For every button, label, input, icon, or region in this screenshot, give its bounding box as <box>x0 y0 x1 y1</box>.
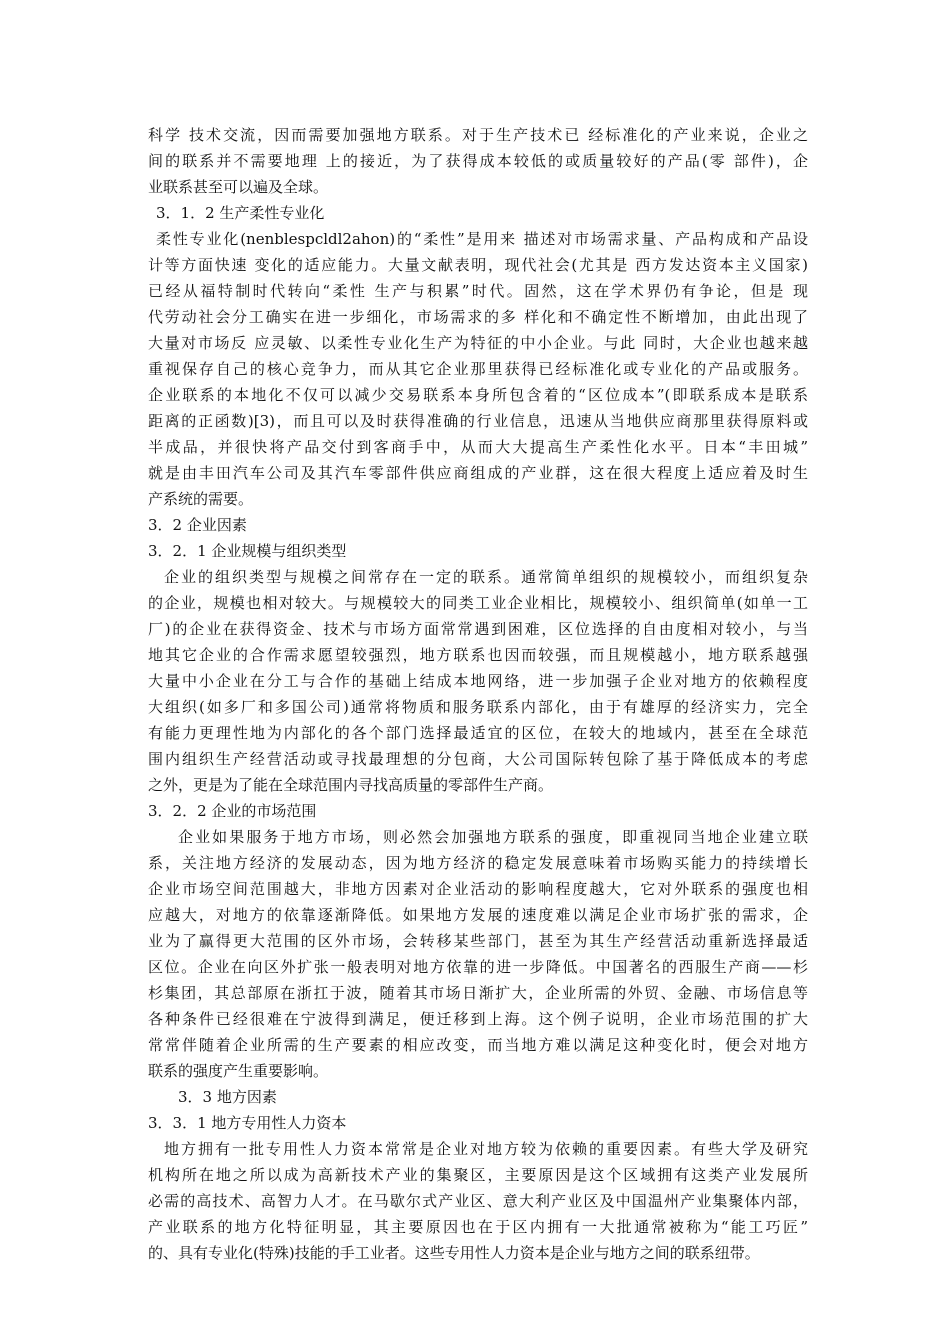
text-line: 业为了赢得更大范围的区外市场，会转移某些部门，甚至为其生产经营活动重新选择最适 <box>148 932 808 950</box>
text-line: 代劳动社会分工确实在进一步细化，市场需求的多 样化和不确定性不断增加，由此出现了 <box>148 308 808 326</box>
text-line: 大量中小企业在分工与合作的基础上结成本地网络，进一步加强子企业对地方的依赖程度 <box>148 672 808 690</box>
text-line: 重视保存自己的核心竞争力，而从其它企业那里获得已经标准化或专业化的产品或服务。 <box>148 360 808 378</box>
text-line: 企业的组织类型与规模之间常存在一定的联系。通常简单组织的规模较小，而组织复杂 <box>164 568 808 586</box>
text-line: 半成品，并很快将产品交付到客商手中，从而大大提高生产柔性化水平。日本“丰田城” <box>148 438 808 456</box>
section-heading: 3．1．2 生产柔性专业化 <box>156 204 325 222</box>
text-line: 厂)的企业在获得资金、技术与市场方面常常遇到困难，区位选择的自由度相对较小，与当 <box>148 620 808 638</box>
text-line: 科学 技术交流，因而需要加强地方联系。对于生产技术已 经标准化的产业来说，企业之 <box>148 126 808 144</box>
section-heading: 3．2．2 企业的市场范围 <box>148 802 317 820</box>
text-line: 企业市场空间范围越大，非地方因素对企业活动的影响程度越大，它对外联系的强度也相 <box>148 880 808 898</box>
text-line: 产系统的需要。 <box>148 490 254 508</box>
paragraph <box>148 122 808 200</box>
text-line: 之外，更是为了能在全球范围内寻找高质量的零部件生产商。 <box>148 776 554 794</box>
text-line: 联系的强度产生重要影响。 <box>148 1062 329 1080</box>
text-line: 间的联系并不需要地理 上的接近，为了获得成本较低的或质量较好的产品(零 部件)，企 <box>148 152 808 170</box>
text-line: 业联系甚至可以遍及全球。 <box>148 178 329 196</box>
text-line: 杉集团，其总部原在浙扛于波，随着其市场日渐扩大，企业所需的外贸、金融、市场信息等 <box>148 984 808 1002</box>
paragraph <box>148 564 808 798</box>
text-line: 区位。企业在向区外扩张一般表明对地方依靠的进一步降低。中国著名的西服生产商——杉 <box>148 958 808 976</box>
section-heading: 3．3．1 地方专用性人力资本 <box>148 1114 347 1132</box>
section-heading: 3．3 地方因素 <box>178 1088 277 1106</box>
paragraph <box>148 824 808 1084</box>
text-line: 距离的正函数)[3)，而且可以及时获得准确的行业信息，迅速从当地供应商那里获得原料或 <box>148 412 808 430</box>
document-page <box>148 122 808 1266</box>
section-heading: 3．2．1 企业规模与组织类型 <box>148 542 347 560</box>
text-line: 的、具有专业化(特殊)技能的手工业者。这些专用性人力资本是企业与地方之间的联系纽带。 <box>148 1244 760 1262</box>
text-line: 柔性专业化(nenblespcldl2ahon)的“柔性”是用来 描述对市场需求量、产品构成和产品设 <box>156 230 808 248</box>
text-line: 有能力更理性地为内部化的各个部门选择最适宜的区位，在较大的地域内，甚至在全球范 <box>148 724 808 742</box>
text-line: 系，关注地方经济的发展动态，因为地方经济的稳定发展意味着市场购买能力的持续增长 <box>148 854 808 872</box>
text-line: 计等方面快速 变化的适应能力。大量文献表明，现代社会(尤其是 西方发达资本主义国家) <box>148 256 808 274</box>
text-line: 大量对市场反 应灵敏、以柔性专业化生产为特征的中小企业。与此 同时，大企业也越来越 <box>148 334 808 352</box>
text-line: 应越大，对地方的依靠逐渐降低。如果地方发展的速度难以满足企业市场扩张的需求，企 <box>148 906 808 924</box>
text-line: 已经从福特制时代转向“柔性 生产与积累”时代。固然，这在学术界仍有争论，但是 现 <box>148 282 808 300</box>
text-line: 就是由丰田汽车公司及其汽车零部件供应商组成的产业群，这在很大程度上适应着及时生 <box>148 464 808 482</box>
paragraph <box>148 226 808 512</box>
section-heading: 3．2 企业因素 <box>148 516 247 534</box>
text-line: 产业联系的地方化特征明显，其主要原因也在于区内拥有一大批通常被称为“能工巧匠” <box>148 1218 808 1236</box>
text-line: 大组织(如多厂和多国公司)通常将物质和服务联系内部化，由于有雄厚的经济实力，完全 <box>148 698 808 716</box>
text-line: 各种条件已经很难在宁波得到满足，便迁移到上海。这个例子说明，企业市场范围的扩大 <box>148 1010 808 1028</box>
text-line: 企业如果服务于地方市场，则必然会加强地方联系的强度，即重视同当地企业建立联 <box>178 828 808 846</box>
text-line: 机构所在地之所以成为高新技术产业的集聚区，主要原因是这个区域拥有这类产业发展所 <box>148 1166 808 1184</box>
text-line: 地其它企业的合作需求愿望较强烈，地方联系也因而较强，而且规模越小，地方联系越强 <box>148 646 808 664</box>
text-line: 的企业，规模也相对较大。与规模较大的同类工业企业相比，规模较小、组织简单(如单一工 <box>148 594 808 612</box>
text-line: 企业联系的本地化不仅可以减少交易联系本身所包含着的“区位成本”(即联系成本是联系 <box>148 386 808 404</box>
text-line: 围内组织生产经营活动或寻找最理想的分包商，大公司国际转包除了基于降低成本的考虑 <box>148 750 808 768</box>
text-line: 地方拥有一批专用性人力资本常常是企业对地方较为依赖的重要因素。有些大学及研究 <box>164 1140 808 1158</box>
text-line: 必需的高技术、高智力人才。在马歇尔式产业区、意大利产业区及中国温州产业集聚体内部， <box>148 1192 808 1210</box>
text-line: 常常伴随着企业所需的生产要素的相应改变，而当地方难以满足这种变化时，便会对地方 <box>148 1036 808 1054</box>
paragraph <box>148 1136 808 1266</box>
